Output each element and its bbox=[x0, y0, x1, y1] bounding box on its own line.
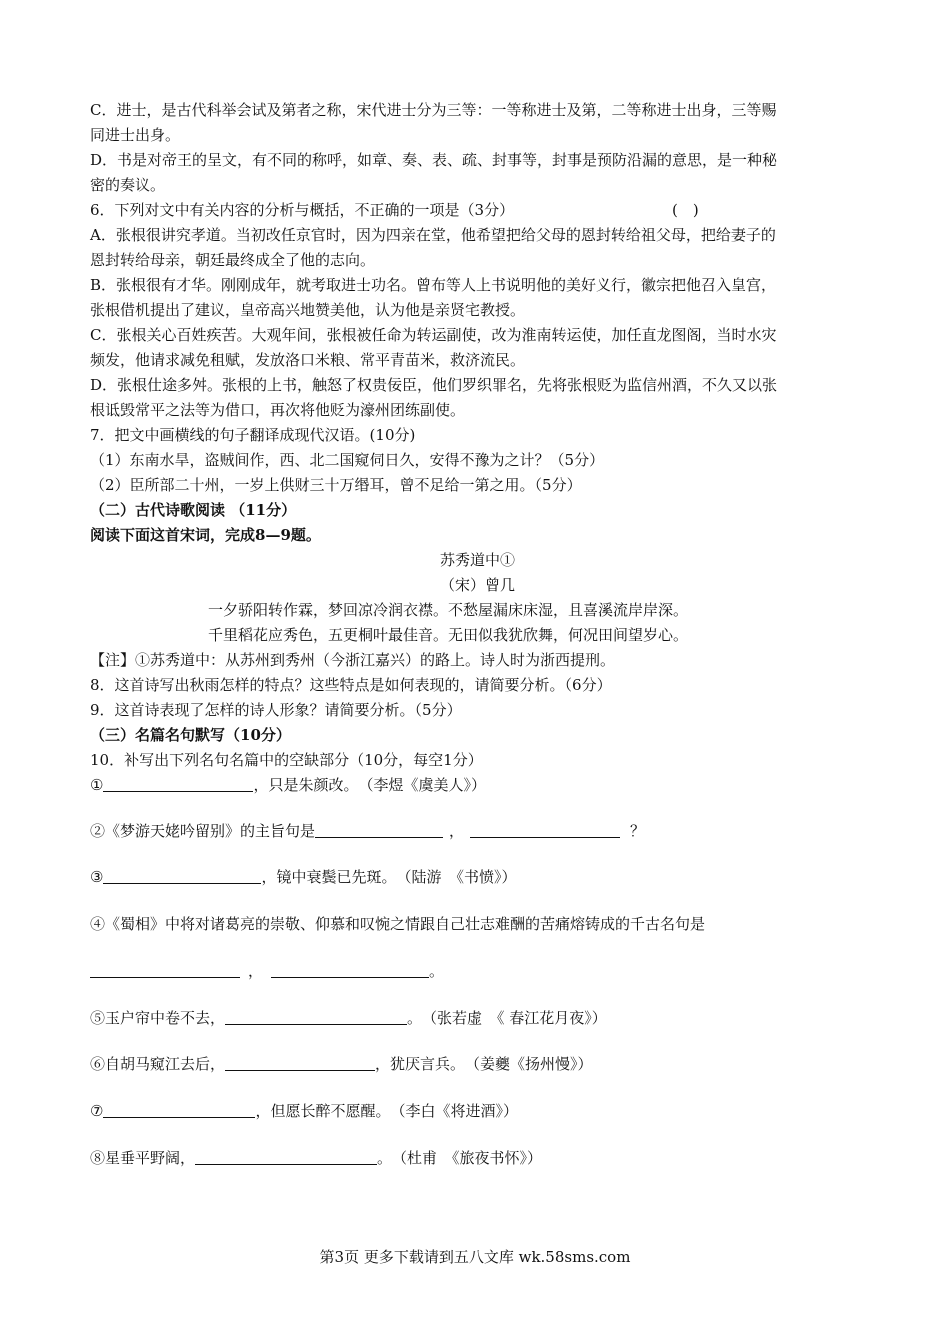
option-c-line-1: C．进士，是古代科举会试及第者之称，宋代进士分为三等：一等称进士及第，二等称进士出身，三等赐 bbox=[90, 101, 777, 119]
page-footer: 第3页 更多下载请到五八文库 wk.58sms.com bbox=[319, 1248, 631, 1266]
fill-5-prefix: ⑤玉户帘中卷不去， bbox=[90, 1009, 226, 1027]
fill-4-end: 。 bbox=[429, 962, 445, 980]
fill-item-8 bbox=[90, 1147, 865, 1169]
question-9: 9．这首诗表现了怎样的诗人形象？请简要分析。（5分） bbox=[90, 701, 462, 719]
poem-line-1: 一夕骄阳转作霖，梦回凉冷润衣襟。不愁屋漏床床湿，且喜溪流岸岸深。 bbox=[208, 601, 689, 619]
fill-6-suffix: ，犹厌言兵。 （姜夔《扬州慢》） bbox=[375, 1055, 593, 1073]
question-8: 8．这首诗写出秋雨怎样的特点？这些特点是如何表现的，请简要分析。（6分） bbox=[90, 676, 612, 694]
option-c2-line-1: C．张根关心百姓疾苦。大观年间，张根被任命为转运副使，改为淮南转运使，加任直龙图阁，当时水灾 bbox=[90, 326, 777, 344]
fill-1-prefix: ① bbox=[90, 776, 104, 794]
option-b-line-2: 张根借机提出了建议，皇帝高兴地赞美他，认为他是亲贤宅教授。 bbox=[90, 301, 526, 319]
fill-1-suffix: ，只是朱颜改。 （李煜《虞美人》） bbox=[253, 776, 486, 794]
section-2-heading: （二）古代诗歌阅读 （11分） bbox=[90, 501, 297, 519]
fill-blank[interactable] bbox=[103, 867, 261, 884]
fill-5-suffix: 。 （张若虚 《 春江花月夜》） bbox=[407, 1009, 607, 1027]
question-7: 7．把文中画横线的句子翻译成现代汉语。(10分) bbox=[90, 426, 416, 444]
poem-line-2: 千里稻花应秀色，五更桐叶最佳音。无田似我犹欣舞，何况田间望岁心。 bbox=[208, 626, 689, 644]
answer-paren: ( ) bbox=[672, 201, 699, 219]
fill-item-2 bbox=[90, 820, 865, 842]
option-d-line-1: D．书是对帝王的呈文，有不同的称呼，如章、奏、表、疏、封事等，封事是预防沿漏的意思，是一种秘 bbox=[90, 151, 778, 169]
fill-item-7 bbox=[90, 1100, 865, 1122]
fill-8-prefix: ⑧星垂平野阔， bbox=[90, 1149, 196, 1167]
fill-blank[interactable] bbox=[315, 821, 443, 838]
option-a-line-1: A．张根很讲究孝道。当初改任京官时，因为四亲在堂，他希望把给父母的恩封转给祖父母，把给妻子的 bbox=[90, 226, 776, 244]
option-c2-line-2: 频发，他请求减免租赋，发放洛口米粮、常平青苗米，救济流民。 bbox=[90, 351, 526, 369]
fill-7-prefix: ⑦ bbox=[90, 1102, 104, 1120]
option-b-line-1: B．张根很有才华。刚刚成年，就考取进士功名。曾布等人上书说明他的美好义行，徽宗把他召入皇宫， bbox=[90, 276, 777, 294]
fill-item-3 bbox=[90, 866, 865, 888]
option-a-line-2: 恩封转给母亲，朝廷最终成全了他的志向。 bbox=[90, 251, 376, 269]
option-c-line-2: 同进士出身。 bbox=[90, 126, 181, 144]
option-d2-line-2: 根诋毁常平之法等为借口，再次将他贬为濠州团练副使。 bbox=[90, 401, 466, 419]
section-2-instruction: 阅读下面这首宋词，完成8—9题。 bbox=[90, 526, 321, 544]
fill-blank[interactable] bbox=[225, 1054, 375, 1071]
fill-4-separator: ， bbox=[248, 962, 264, 980]
question-6-text: 6．下列对文中有关内容的分析与概括，不正确的一项是（3分） bbox=[90, 201, 515, 219]
option-d2-line-1: D．张根仕途多舛。张根的上书，触怒了权贵佞臣，他们罗织罪名，先将张根贬为监信州酒，不久又以张 bbox=[90, 376, 778, 394]
section-3-heading: （三）名篇名句默写（10分） bbox=[90, 726, 291, 744]
question-10: 10．补写出下列名句名篇中的空缺部分（10分，每空1分） bbox=[90, 751, 483, 769]
fill-2-separator: ， bbox=[449, 822, 465, 840]
option-d-line-2: 密的奏议。 bbox=[90, 176, 166, 194]
question-7-part-2: （2）臣所部二十州，一岁上供财三十万缗耳，曾不足给一第之用。（5分） bbox=[90, 476, 582, 494]
fill-7-suffix: ，但愿长醉不愿醒。 （李白《将进酒》） bbox=[255, 1102, 518, 1120]
fill-blank[interactable] bbox=[470, 821, 620, 838]
fill-3-suffix: ，镜中衰鬓已先斑。 （陆游 《书愤》） bbox=[261, 868, 517, 886]
fill-2-suffix: ？ bbox=[630, 822, 646, 840]
question-6 bbox=[90, 199, 865, 221]
fill-item-1 bbox=[90, 774, 865, 796]
fill-item-5 bbox=[90, 1007, 865, 1029]
poem-note: 【注】①苏秀道中：从苏州到秀州（今浙江嘉兴）的路上。诗人时为浙西提刑。 bbox=[90, 651, 616, 669]
fill-blank[interactable] bbox=[90, 961, 240, 978]
fill-blank[interactable] bbox=[103, 775, 253, 792]
poem-title: 苏秀道中① bbox=[439, 551, 515, 569]
fill-6-prefix: ⑥自胡马窥江去后， bbox=[90, 1055, 226, 1073]
fill-blank[interactable] bbox=[195, 1148, 377, 1165]
fill-item-4-blanks bbox=[90, 960, 865, 982]
fill-8-suffix: 。 （杜甫 《旅夜书怀》） bbox=[377, 1149, 543, 1167]
question-7-part-1: （1）东南水旱，盗贼间作，西、北二国窥伺日久，安得不豫为之计？（5分） bbox=[90, 451, 605, 469]
fill-2-prefix: ②《梦游天姥吟留别》的主旨句是 bbox=[90, 822, 316, 840]
fill-blank[interactable] bbox=[271, 961, 429, 978]
fill-item-6 bbox=[90, 1053, 865, 1075]
fill-3-prefix: ③ bbox=[90, 868, 104, 886]
fill-blank[interactable] bbox=[225, 1008, 407, 1025]
fill-blank[interactable] bbox=[103, 1101, 255, 1118]
fill-item-4-text: ④《蜀相》中将对诸葛亮的崇敬、仰慕和叹惋之情跟自己壮志难酬的苦痛熔铸成的千古名句是 bbox=[90, 915, 706, 933]
poem-author: （宋）曾几 bbox=[439, 576, 515, 594]
